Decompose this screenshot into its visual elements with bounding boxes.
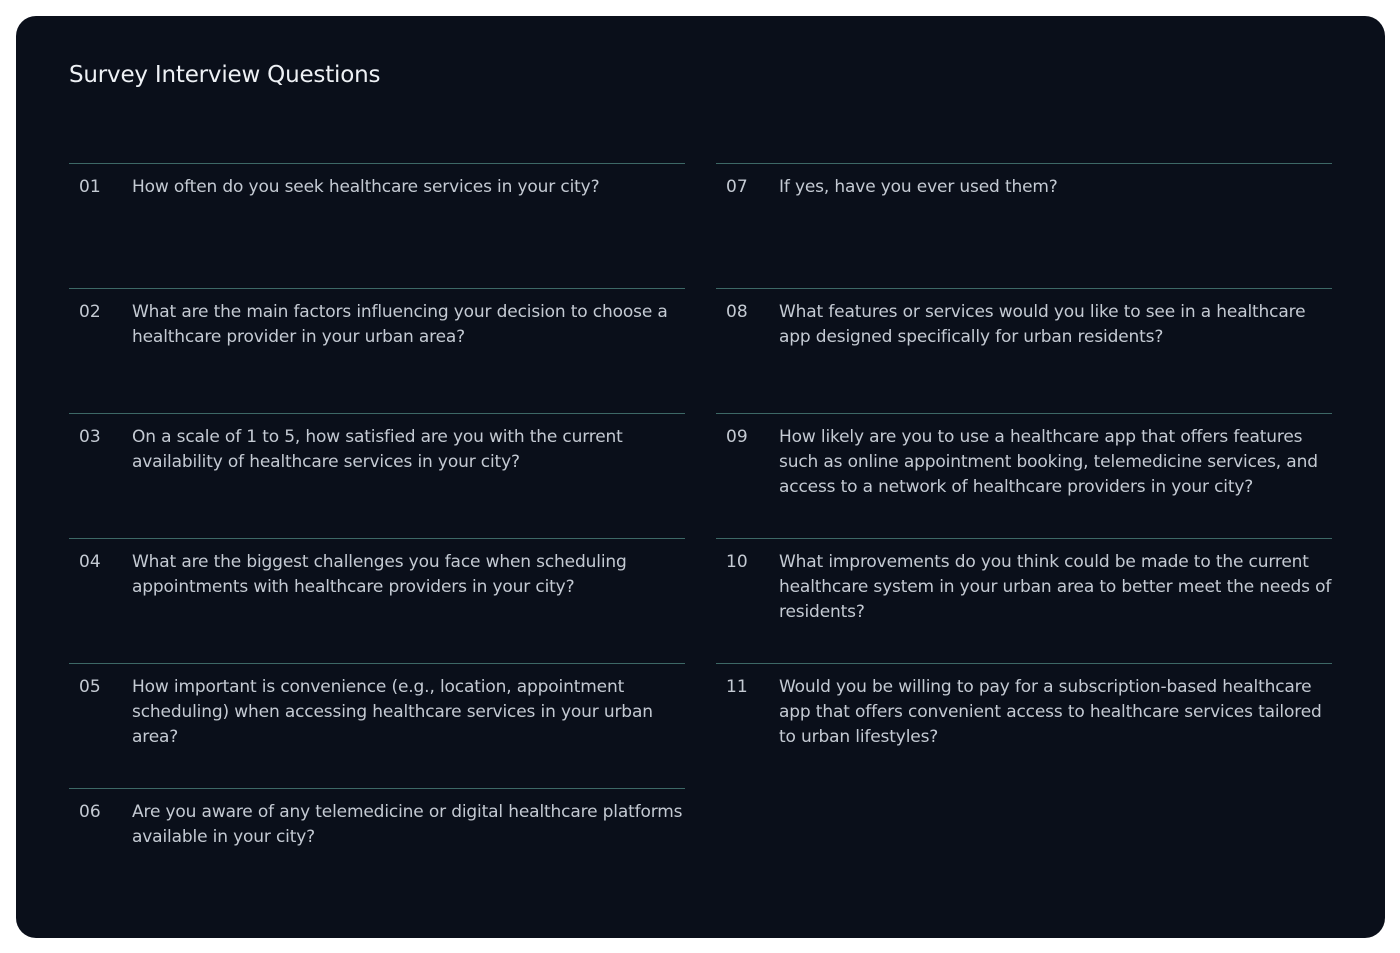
questions-column-right bbox=[716, 163, 1332, 788]
survey-card bbox=[16, 16, 1385, 938]
question-item bbox=[69, 413, 685, 538]
question-number: 05 bbox=[79, 677, 101, 697]
question-number: 09 bbox=[726, 427, 748, 447]
question-number: 11 bbox=[726, 677, 748, 697]
page-title: Survey Interview Questions bbox=[69, 62, 381, 88]
question-text: What features or services would you like to see in a healthcare app designed specifically for urban residents? bbox=[779, 302, 1306, 347]
question-item bbox=[716, 538, 1332, 663]
question-number: 03 bbox=[79, 427, 101, 447]
question-text: What are the main factors influencing your decision to choose a healthcare provider in your urban area? bbox=[132, 302, 668, 347]
question-item bbox=[716, 413, 1332, 538]
question-text: What are the biggest challenges you face when scheduling appointments with healthcare providers in your city? bbox=[132, 552, 627, 597]
question-text: Would you be willing to pay for a subscription-based healthcare app that offers convenient access to healthcare services tailored to urban lifestyles? bbox=[779, 677, 1322, 747]
question-text: What improvements do you think could be made to the current healthcare system in your urban area to better meet the needs of residents? bbox=[779, 552, 1332, 622]
question-item bbox=[716, 663, 1332, 788]
question-text: How often do you seek healthcare services in your city? bbox=[132, 177, 600, 197]
question-item bbox=[716, 163, 1332, 288]
question-number: 02 bbox=[79, 302, 101, 322]
question-item bbox=[69, 663, 685, 788]
question-text: On a scale of 1 to 5, how satisfied are you with the current availability of healthcare services in your city? bbox=[132, 427, 623, 472]
question-item bbox=[69, 538, 685, 663]
question-text: How important is convenience (e.g., location, appointment scheduling) when accessing healthcare services in your urban area? bbox=[132, 677, 653, 747]
question-text: Are you aware of any telemedicine or digital healthcare platforms available in your city? bbox=[132, 802, 683, 847]
question-item bbox=[69, 163, 685, 288]
questions-column-left bbox=[69, 163, 685, 913]
question-number: 10 bbox=[726, 552, 748, 572]
question-item bbox=[69, 788, 685, 913]
question-number: 06 bbox=[79, 802, 101, 822]
question-item bbox=[716, 288, 1332, 413]
question-text: How likely are you to use a healthcare app that offers features such as online appointment booking, telemedicine services, and access to a network of healthcare providers in your city? bbox=[779, 427, 1318, 497]
question-item bbox=[69, 288, 685, 413]
question-number: 07 bbox=[726, 177, 748, 197]
question-text: If yes, have you ever used them? bbox=[779, 177, 1058, 197]
question-number: 04 bbox=[79, 552, 101, 572]
question-number: 08 bbox=[726, 302, 748, 322]
question-number: 01 bbox=[79, 177, 101, 197]
